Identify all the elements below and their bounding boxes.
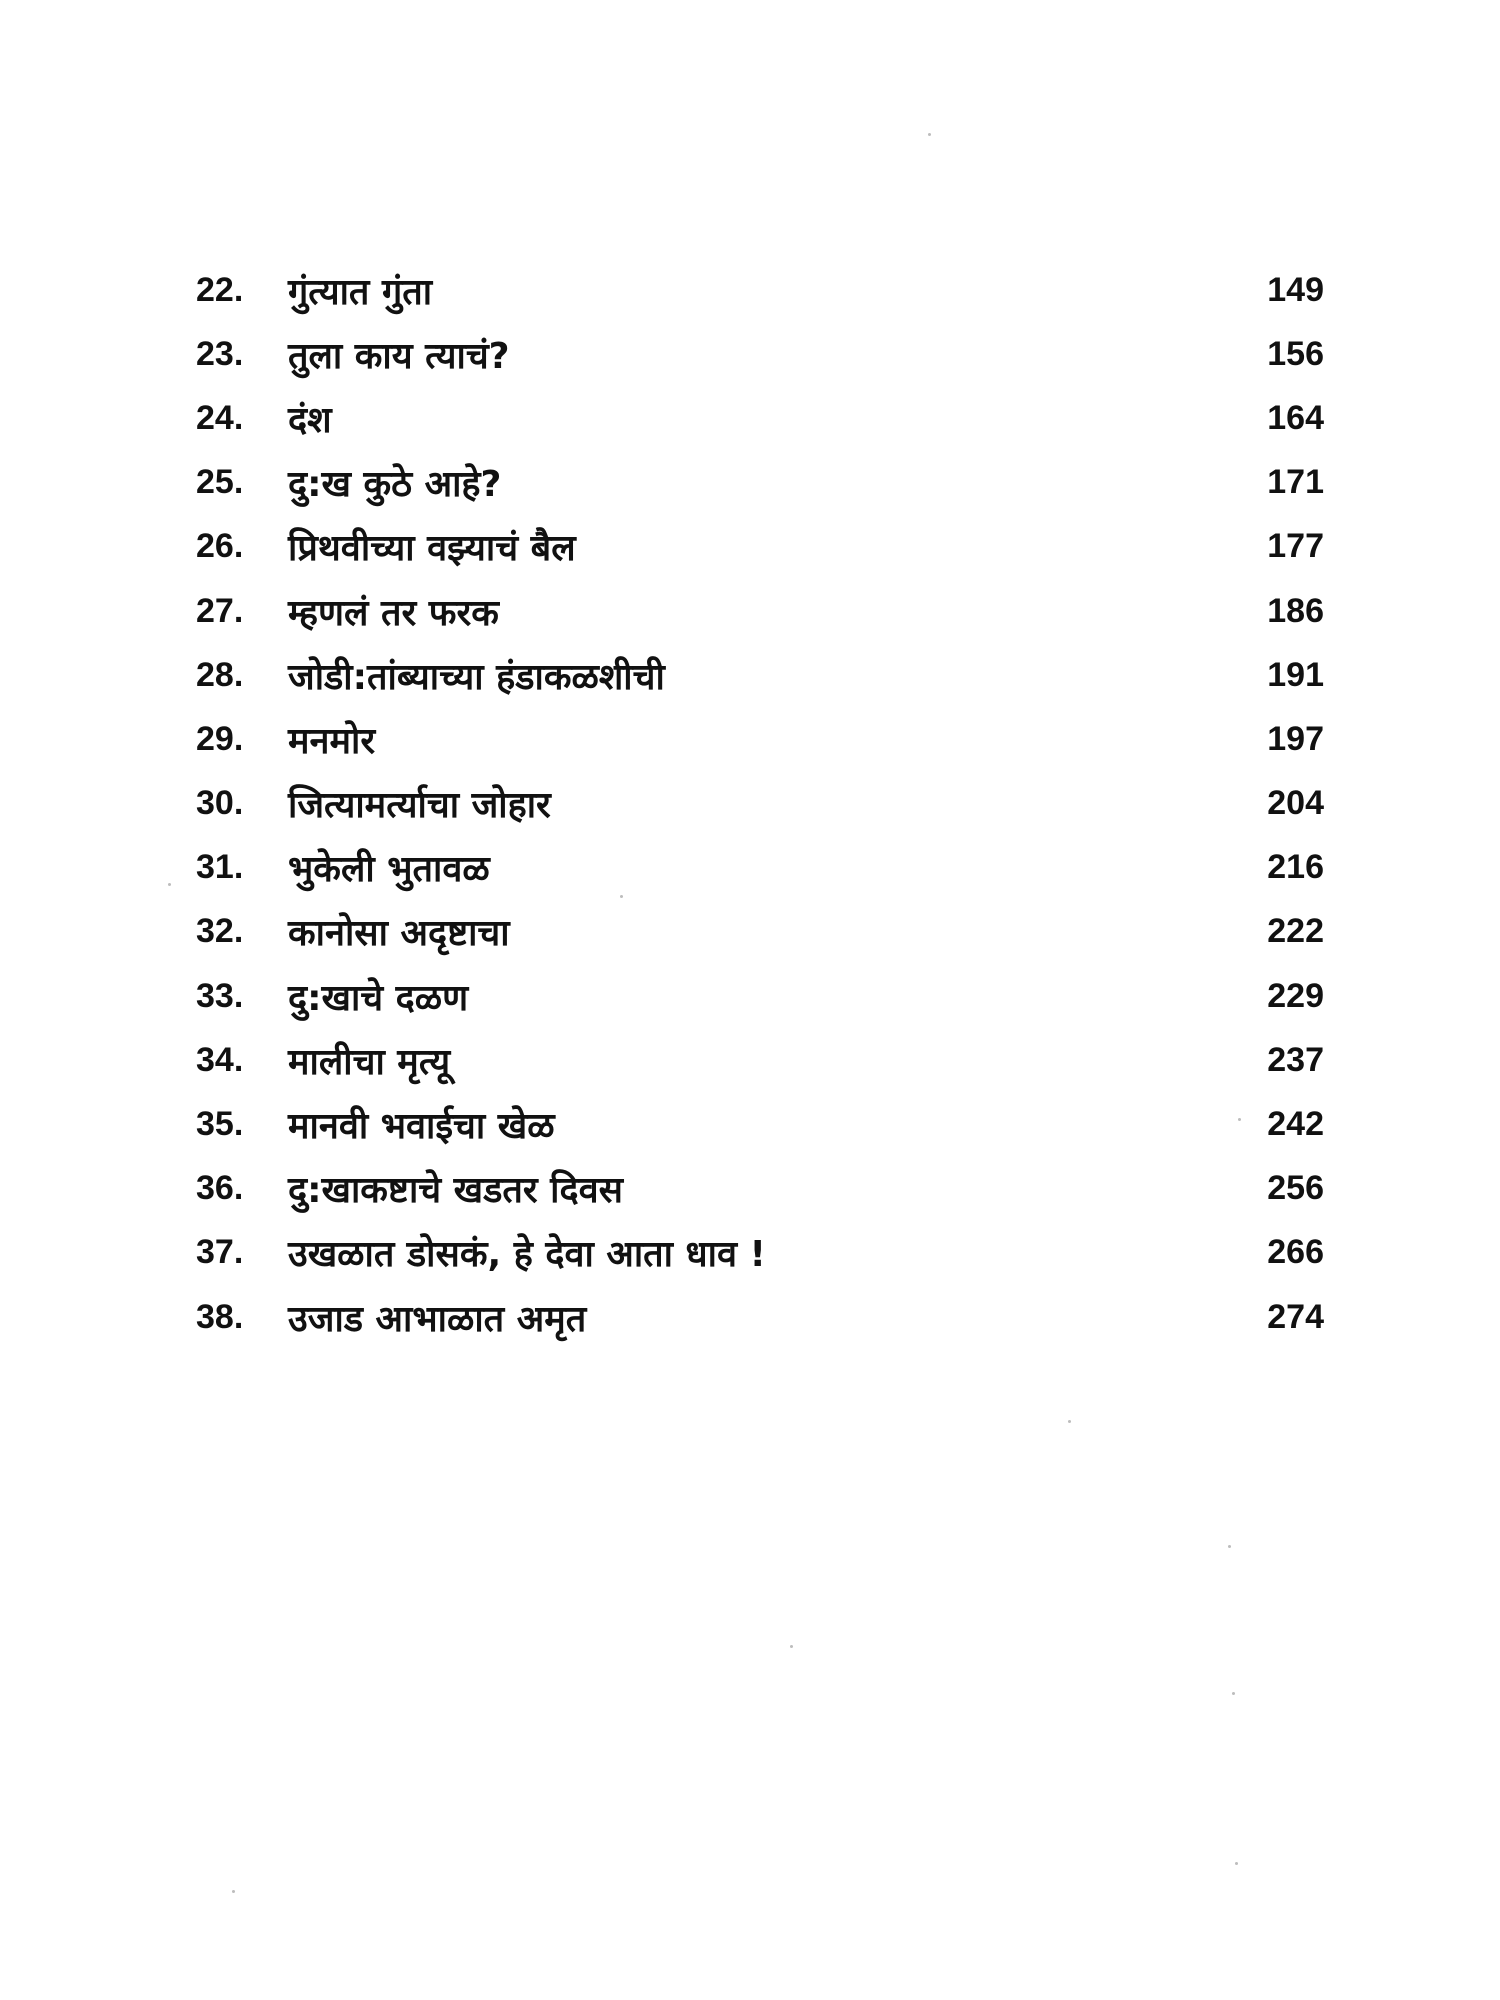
toc-entry <box>196 707 1324 771</box>
page-number: 274 <box>1267 1297 1324 1336</box>
chapter-title: उखळात डोसकं, हे देवा आता धाव ! <box>288 1234 766 1276</box>
chapter-number: 33. <box>196 976 244 1015</box>
table-of-contents <box>196 258 1324 1349</box>
chapter-number: 32. <box>196 912 244 951</box>
page-number: 197 <box>1267 719 1324 758</box>
chapter-title: उजाड आभाळात अमृत <box>288 1298 587 1340</box>
chapter-number: 38. <box>196 1297 244 1336</box>
toc-entry <box>196 322 1324 386</box>
chapter-title: जोडी:तांब्याच्या हंडाकळशीची <box>288 656 665 698</box>
page-number: 171 <box>1267 463 1324 502</box>
chapter-number: 25. <box>196 463 244 502</box>
chapter-number: 27. <box>196 591 244 630</box>
scan-speck <box>790 1645 793 1648</box>
scan-speck <box>232 1890 235 1893</box>
toc-entry <box>196 386 1324 450</box>
toc-entry <box>196 451 1324 515</box>
page-number: 164 <box>1267 398 1324 437</box>
chapter-title: मनमोर <box>288 720 376 762</box>
chapter-title: मालीचा मृत्यू <box>288 1041 451 1083</box>
toc-entry <box>196 643 1324 707</box>
toc-entry <box>196 1221 1324 1285</box>
chapter-title: दु:खाचे दळण <box>288 977 469 1019</box>
toc-entry <box>196 258 1324 322</box>
scan-speck <box>1235 1862 1238 1865</box>
page-number: 177 <box>1267 527 1324 566</box>
page-number: 191 <box>1267 655 1324 694</box>
chapter-title: जित्यामर्त्याचा जोहार <box>288 785 551 827</box>
toc-entry <box>196 900 1324 964</box>
chapter-number: 30. <box>196 784 244 823</box>
page-number: 186 <box>1267 591 1324 630</box>
toc-entry <box>196 579 1324 643</box>
scan-speck <box>1238 1118 1241 1121</box>
chapter-title: म्हणलं तर फरक <box>288 592 499 634</box>
toc-entry <box>196 1092 1324 1156</box>
chapter-number: 34. <box>196 1040 244 1079</box>
chapter-title: दु:ख कुठे आहे? <box>288 464 502 506</box>
chapter-title: मानवी भवाईचा खेळ <box>288 1106 555 1148</box>
page-number: 237 <box>1267 1040 1324 1079</box>
page-number: 204 <box>1267 784 1324 823</box>
page-number: 266 <box>1267 1233 1324 1272</box>
chapter-number: 37. <box>196 1233 244 1272</box>
toc-entry <box>196 836 1324 900</box>
page-number: 222 <box>1267 912 1324 951</box>
chapter-number: 22. <box>196 270 244 309</box>
chapter-title: तुला काय त्याचं? <box>288 335 510 377</box>
page-number: 149 <box>1267 270 1324 309</box>
chapter-number: 26. <box>196 527 244 566</box>
chapter-number: 24. <box>196 398 244 437</box>
chapter-title: प्रिथवीच्या वझ्याचं बैल <box>288 528 576 570</box>
scan-speck <box>1232 1692 1235 1695</box>
page-number: 242 <box>1267 1105 1324 1144</box>
chapter-number: 29. <box>196 719 244 758</box>
chapter-number: 28. <box>196 655 244 694</box>
toc-entry <box>196 964 1324 1028</box>
chapter-title: कानोसा अदृष्टाचा <box>288 913 510 955</box>
chapter-title: गुंत्यात गुंता <box>288 271 433 313</box>
toc-entry <box>196 1157 1324 1221</box>
scan-speck <box>928 133 931 136</box>
scan-speck <box>620 895 623 898</box>
toc-entry <box>196 515 1324 579</box>
scan-speck <box>168 883 171 886</box>
chapter-number: 23. <box>196 334 244 373</box>
chapter-number: 36. <box>196 1169 244 1208</box>
scan-speck <box>1068 1420 1071 1423</box>
page-number: 156 <box>1267 334 1324 373</box>
toc-entry <box>196 1285 1324 1349</box>
page-number: 216 <box>1267 848 1324 887</box>
toc-entry <box>196 772 1324 836</box>
toc-entry <box>196 1028 1324 1092</box>
chapter-title: भुकेली भुतावळ <box>288 849 490 891</box>
scan-speck <box>1228 1545 1231 1548</box>
page-number: 229 <box>1267 976 1324 1015</box>
chapter-number: 35. <box>196 1105 244 1144</box>
chapter-title: दंश <box>288 399 332 441</box>
page-number: 256 <box>1267 1169 1324 1208</box>
chapter-number: 31. <box>196 848 244 887</box>
chapter-title: दु:खाकष्टाचे खडतर दिवस <box>288 1170 623 1212</box>
